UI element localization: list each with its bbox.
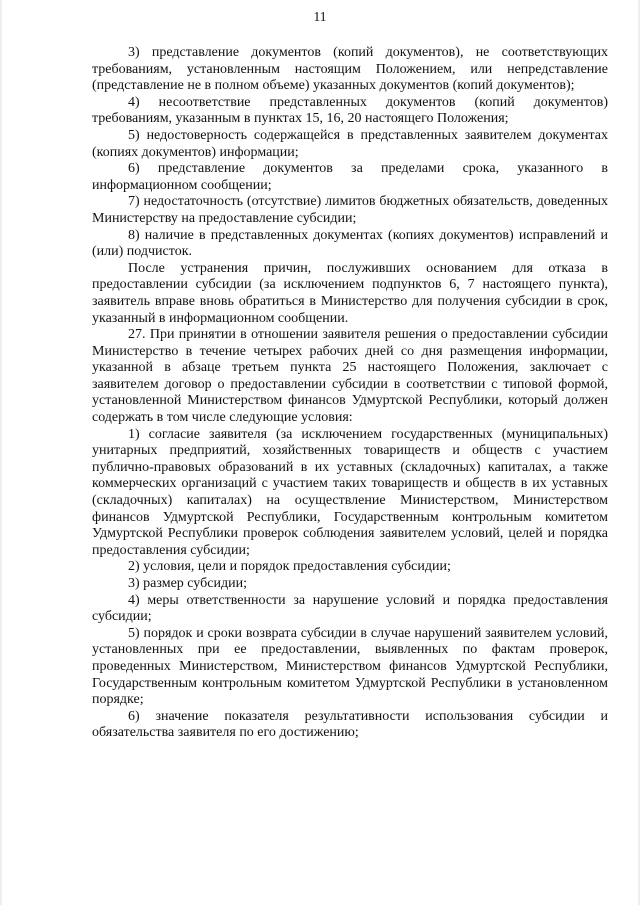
paragraph-item-7: 7) недостаточность (отсутствие) лимитов бюджетных обязательств, доведенных Министерству на предоставление субсидии; [92, 194, 608, 226]
paragraph-condition-3: 3) размер субсидии; [128, 576, 247, 591]
paragraph-condition-6: 6) значение показателя результативности использования субсидии и обязательства заявителя по его достижению; [92, 708, 608, 741]
paragraph-resubmission: После устранения причин, послуживших основанием для отказа в предоставлении субсидии (за исключением подпунктов 6, 7 настоящего пункта), заявитель вправе вновь обратиться в Министерство для получения субсидии в срок, указанный в информационном сообщении. [92, 260, 608, 326]
paragraph-clause-27: 27. При принятии в отношении заявителя решения о предоставлении субсидии Министерство в течение четырех рабочих дней со дня размещения информации, указанной в абзаце третьем пункта 25 настоящего Положения, заключает с заявителем договор о предоставлении субсидии в соответствии с типовой формой, установленной Министерством финансов Удмуртской Республики, который должен содержать в том числе следующие условия: [92, 327, 608, 426]
paragraph-item-8: 8) наличие в представленных документах (копиях документов) исправлений и (или) подчисток. [92, 227, 608, 260]
paragraph-condition-2: 2) условия, цели и порядок предоставления субсидии; [128, 559, 451, 575]
paragraph-condition-4: 4) меры ответственности за нарушение условий и порядка предоставления субсидии; [92, 592, 608, 625]
paragraph-condition-1: 1) согласие заявителя (за исключением государственных (муниципальных) унитарных предприятий, хозяйственных товариществ и обществ с участием публично-правовых образований в их уставных (складочных) капиталах, а также коммерческих организаций с участием таких товариществ и обществ в их уставных (складочных) капиталах) на осуществление Министерством, Министерством финансов Удмуртской Республики, Государственным контрольным комитетом Удмуртской Республики проверок соблюдения заявителем условий, целей и порядка предоставления субсидии; [92, 426, 608, 558]
document-body [92, 45, 608, 742]
paragraph-condition-5: 5) порядок и сроки возврата субсидии в случае нарушений заявителем условий, установленных при ее предоставлении, выявленных по фактам проверок, проведенных Министерством, Министерством финансов Удмуртской Республики, Государственным контрольным комитетом Удмуртской Республики в установленном порядке; [92, 625, 608, 708]
paragraph-item-6: 6) представление документов за пределами срока, указанного в информационном сообщении; [92, 161, 608, 193]
paragraph-item-5: 5) недостоверность содержащейся в представленных заявителем документах (копиях документов) информации; [92, 127, 608, 160]
page-number: 11 [313, 9, 327, 24]
scan-edge-left [0, 0, 3, 905]
paragraph-item-4: 4) несоответствие представленных документов (копий документов) требованиям, указанным в пунктах 15, 16, 20 настоящего Положения; [92, 94, 608, 127]
paragraph-item-3: 3) представление документов (копий документов), не соответствующих требованиям, установленным настоящим Положением, или непредставление (представление не в полном объеме) указанных документов (копий документов); [92, 45, 608, 94]
